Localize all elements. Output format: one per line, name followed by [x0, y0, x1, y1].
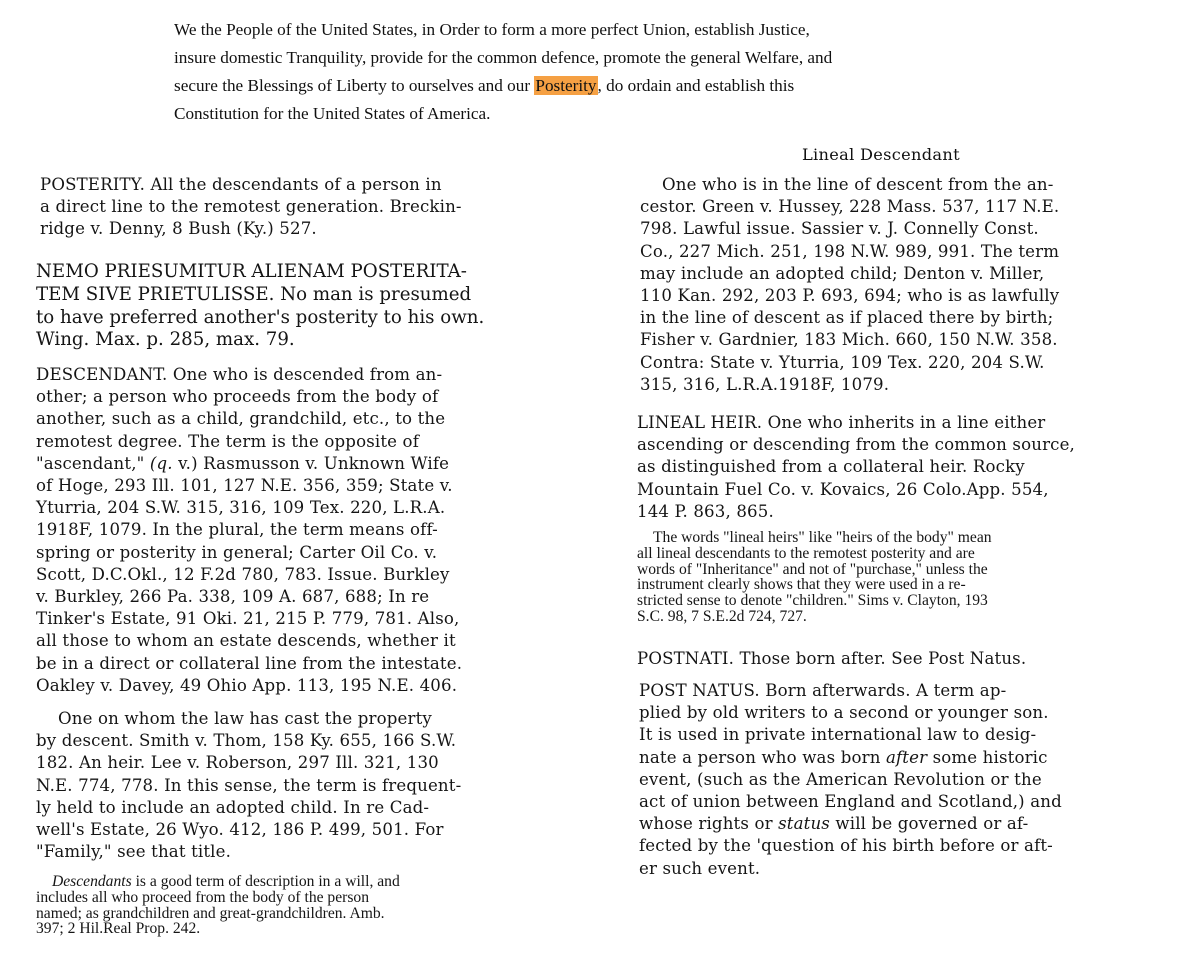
entry-line: POST NATUS. Born afterwards. A term ap-	[639, 681, 1007, 700]
entry-fragment: nate a person who was born	[639, 747, 886, 767]
italic-fragment: (q.	[149, 453, 173, 473]
entry-line: other; a person who proceeds from the body of	[36, 387, 439, 407]
note-line: instrument clearly shows that they were used in a re-	[637, 576, 966, 594]
entry-line: in the line of descent as if placed there by birth;	[640, 308, 1054, 328]
entry-line: Oakley v. Davey, 49 Ohio App. 113, 195 N.E. 406.	[36, 675, 458, 695]
entry-line: act of union between England and Scotland,) and	[639, 792, 1062, 812]
entry-line	[639, 813, 1062, 835]
entry-line: N.E. 774, 778. In this sense, the term is frequent-	[36, 775, 462, 795]
entry-line: Tinker's Estate, 91 Oki. 21, 215 P. 779, 781. Also,	[36, 609, 460, 629]
entry-fragment: some historic	[927, 747, 1048, 767]
entry-line: POSTNATI. Those born after. See Post Natus.	[637, 649, 1027, 668]
note-line: all lineal descendants to the remotest posterity and are	[637, 544, 975, 562]
entry-line: Mountain Fuel Co. v. Kovaics, 26 Colo.App. 554,	[637, 479, 1049, 499]
entry-line	[639, 747, 1062, 769]
note-line	[36, 874, 400, 890]
entry-fragment: v.) Rasmusson v. Unknown Wife	[172, 453, 450, 473]
entry-line: Yturria, 204 S.W. 315, 316, 109 Tex. 220, L.R.A.	[36, 498, 446, 518]
entry-line: cestor. Green v. Hussey, 228 Mass. 537, 117 N.E.	[640, 197, 1060, 217]
entry-line: Co., 227 Mich. 251, 198 N.W. 989, 991. The term	[640, 241, 1060, 261]
entry-line: "Family," see that title.	[36, 842, 232, 862]
preamble-line: Constitution for the United States of America.	[174, 104, 491, 123]
entry-line: er such event.	[639, 858, 761, 878]
note-lineal-heirs	[637, 530, 992, 625]
entry-line: event, (such as the American Revolution or the	[639, 769, 1042, 789]
entry-post-natus	[639, 680, 1062, 880]
entry-descendant-heir	[36, 708, 461, 863]
entry-line: may include an adopted child; Denton v. Miller,	[640, 263, 1045, 283]
note-descendants	[36, 874, 400, 937]
note-line: 397; 2 Hil.Real Prop. 242.	[36, 920, 201, 938]
entry-postnati	[637, 648, 1026, 670]
note-line: stricted sense to denote "children." Sims v. Clayton, 193	[637, 592, 988, 610]
entry-fragment: will be governed or af-	[829, 814, 1029, 834]
entry-line: of Hoge, 293 Ill. 101, 127 N.E. 356, 359; State v.	[36, 476, 453, 496]
entry-line: a direct line to the remotest generation. Breckin-	[40, 197, 462, 217]
entry-line: all those to whom an estate descends, whether it	[36, 631, 456, 651]
entry-line: plied by old writers to a second or younger son.	[639, 703, 1049, 723]
entry-line: 144 P. 863, 865.	[637, 501, 774, 521]
entry-fragment: "ascendant,"	[36, 453, 150, 473]
preamble-line	[174, 72, 974, 100]
entry-line: LINEAL HEIR. One who inherits in a line either	[637, 413, 1046, 432]
entry-nemo-priesumitur	[36, 261, 484, 352]
entry-line: Scott, D.C.Okl., 12 F.2d 780, 783. Issue. Burkley	[36, 564, 450, 584]
entry-line: ly held to include an adopted child. In re Cad-	[36, 797, 430, 817]
entry-line: ridge v. Denny, 8 Bush (Ky.) 527.	[40, 219, 317, 239]
entry-line: It is used in private international law to desig-	[639, 725, 1037, 745]
preamble-fragment: , do ordain and establish this	[597, 76, 795, 95]
italic-fragment: after	[885, 747, 928, 767]
note-fragment: is a good term of description in a will, and	[131, 873, 400, 890]
entry-line: One who is in the line of descent from the an-	[662, 175, 1054, 194]
entry-fragment: whose rights or	[639, 814, 779, 834]
entry-line: Wing. Max. p. 285, max. 79.	[36, 329, 295, 351]
preamble-line: insure domestic Tranquility, provide for the common defence, promote the general Welfare, and	[174, 48, 833, 67]
entry-line: POSTERITY. All the descendants of a person in	[40, 175, 442, 194]
entry-line: be in a direct or collateral line from the intestate.	[36, 653, 463, 673]
entry-line: v. Burkley, 266 Pa. 338, 109 A. 687, 688; In re	[36, 587, 430, 607]
entry-line: Fisher v. Gardnier, 183 Mich. 660, 150 N.W. 358.	[640, 330, 1058, 350]
entry-line: 110 Kan. 292, 203 P. 693, 694; who is as lawfully	[640, 286, 1060, 306]
entry-lineal-descendant	[640, 174, 1059, 396]
entry-line	[36, 453, 462, 475]
entry-line: TEM SIVE PRIETULISSE. No man is presumed	[36, 283, 472, 305]
entry-line: by descent. Smith v. Thom, 158 Ky. 655, 166 S.W.	[36, 731, 457, 751]
entry-line: 798. Lawful issue. Sassier v. J. Connelly Const.	[640, 219, 1039, 239]
note-line: words of "Inheritance" and not of "purchase," unless the	[637, 560, 988, 578]
italic-fragment: Descendants	[52, 873, 132, 890]
entry-posterity	[40, 174, 462, 241]
entry-line: 1918F, 1079. In the plural, the term means off-	[36, 520, 438, 540]
entry-line: One on whom the law has cast the property	[58, 709, 432, 728]
preamble-fragment: secure the Blessings of Liberty to ourselves and our	[174, 76, 535, 95]
entry-line: ascending or descending from the common source,	[637, 435, 1075, 455]
italic-fragment: status	[778, 814, 830, 834]
entry-line: Contra: State v. Yturria, 109 Tex. 220, 204 S.W.	[640, 352, 1045, 372]
entry-line: 315, 316, L.R.A.1918F, 1079.	[640, 374, 890, 394]
note-line: includes all who proceed from the body of the person	[36, 888, 370, 906]
entry-line: as distinguished from a collateral heir. Rocky	[637, 457, 1025, 477]
entry-line: DESCENDANT. One who is descended from an-	[36, 365, 443, 384]
entry-line: 182. An heir. Lee v. Roberson, 297 Ill. 321, 130	[36, 753, 439, 773]
preamble-line: We the People of the United States, in Order to form a more perfect Union, establish Justice,	[174, 20, 810, 39]
entry-line: well's Estate, 26 Wyo. 412, 186 P. 499, 501. For	[36, 820, 444, 840]
note-line: S.C. 98, 7 S.E.2d 724, 727.	[637, 607, 807, 625]
entry-line: spring or posterity in general; Carter Oil Co. v.	[36, 542, 438, 562]
highlighted-word-posterity: Posterity	[535, 76, 597, 95]
note-line: named; as grandchildren and great-grandchildren. Amb.	[36, 904, 385, 922]
heading-lineal-descendant: Lineal Descendant	[802, 145, 960, 164]
entry-lineal-heir	[637, 412, 1075, 523]
preamble-text	[174, 16, 974, 128]
entry-line: remotest degree. The term is the opposite of	[36, 431, 419, 451]
entry-line: fected by the 'question of his birth before or aft-	[639, 836, 1053, 856]
note-line: The words "lineal heirs" like "heirs of the body" mean	[653, 529, 992, 546]
entry-line: another, such as a child, grandchild, etc., to the	[36, 409, 446, 429]
entry-line: NEMO PRIESUMITUR ALIENAM POSTERITA-	[36, 261, 467, 282]
entry-descendant	[36, 364, 462, 697]
entry-line: to have preferred another's posterity to his own.	[36, 306, 485, 328]
